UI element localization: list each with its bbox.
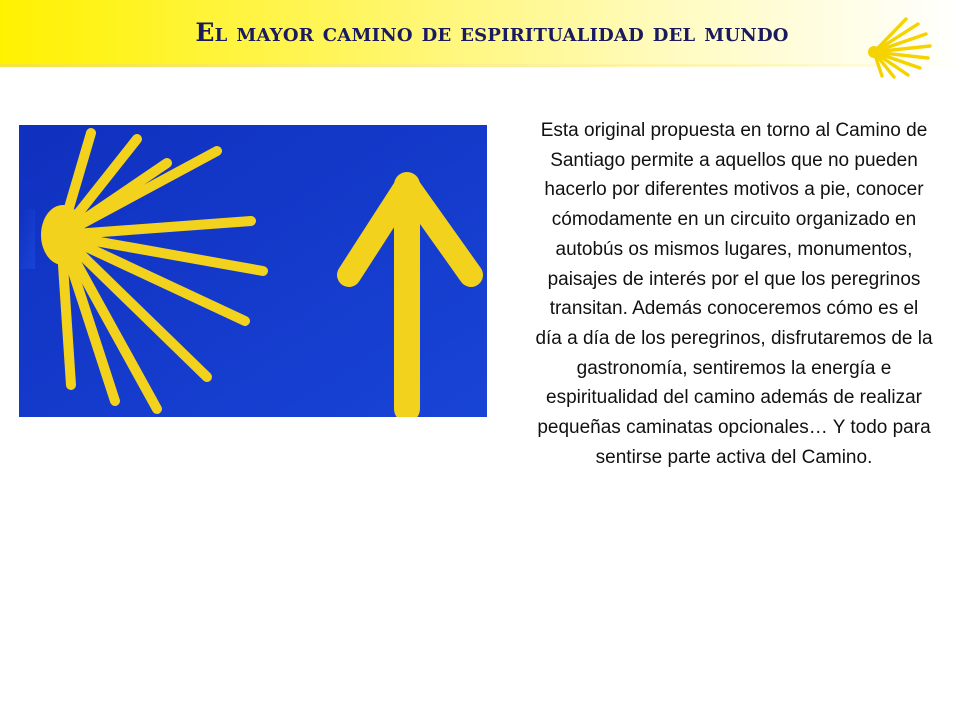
camino-sign-photo [19, 125, 487, 417]
slide-title: El mayor camino de espiritualidad del mundo [195, 18, 789, 47]
scallop-shell-icon [862, 14, 936, 80]
body-paragraph: Esta original propuesta en torno al Camino de Santiago permite a aquellos que no pueden hacerlo por diferentes motivos a pie, conocer cómodamente en un circuito organizado en autobús os mismos lugares, monumentos, paisajes de interés por el que los peregrinos transitan. Además conoceremos cómo es el día a día de los peregrinos, disfrutaremos de la gastronomía, sentiremos la energía e espiritualidad del camino además de realizar pequeñas caminatas opcionales… Y todo para sentirse parte activa del Camino. [535, 120, 933, 468]
header-divider [0, 64, 960, 67]
